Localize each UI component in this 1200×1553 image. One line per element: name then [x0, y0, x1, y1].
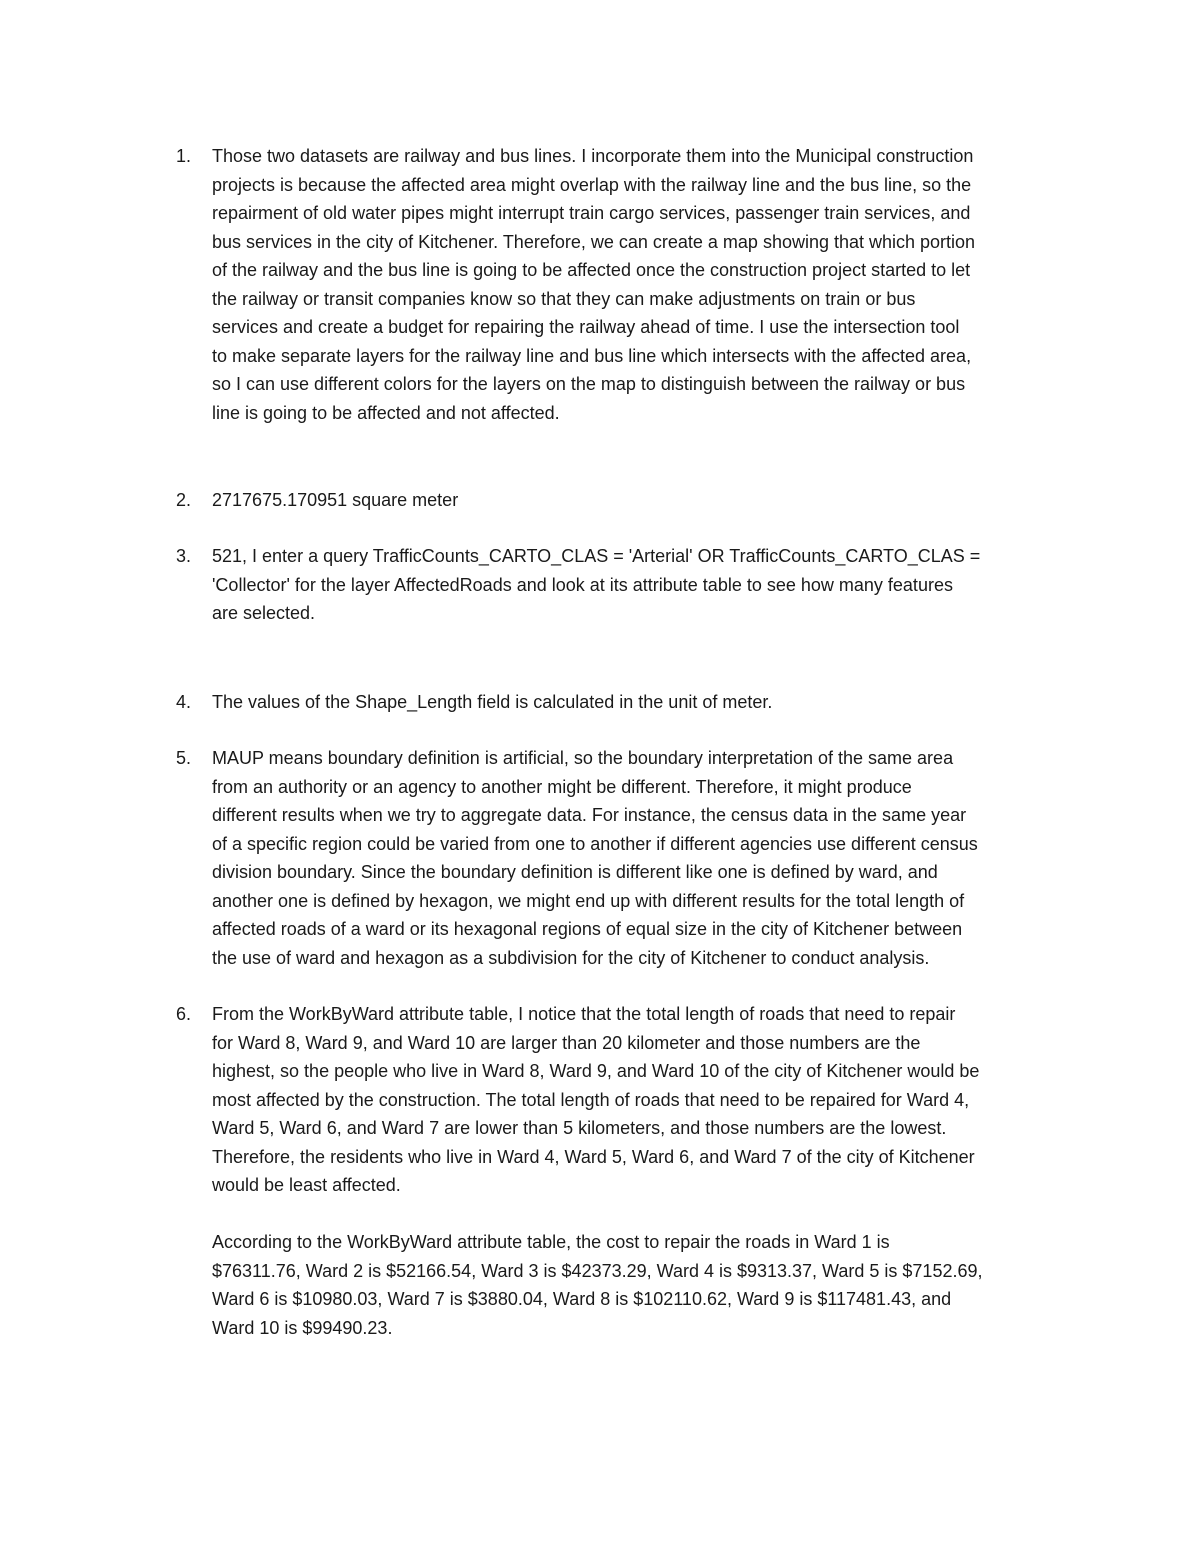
- text-line: Therefore, the residents who live in Ward 4, Ward 5, Ward 6, and Ward 7 of the city of Kitchener: [212, 1146, 975, 1167]
- text-line: Ward 10 is $99490.23.: [212, 1317, 393, 1338]
- text-line: Ward 5, Ward 6, and Ward 7 are lower than 5 kilometers, and those numbers are the lowest.: [212, 1118, 947, 1138]
- text-line: so I can use different colors for the layers on the map to distinguish between the railway or bus: [212, 374, 966, 394]
- list-number: 2.: [176, 490, 192, 510]
- text-line: the use of ward and hexagon as a subdivision for the city of Kitchener to conduct analysis.: [212, 947, 930, 968]
- text-line: different results when we try to aggregate data. For instance, the census data in the same year: [212, 805, 967, 825]
- text-line: from an authority or an agency to another might be different. Therefore, it might produce: [212, 776, 912, 797]
- list-item-text: [212, 142, 1062, 427]
- list-item-text: [212, 542, 1062, 628]
- list-item-text: [212, 688, 1062, 717]
- list-number: 3.: [176, 546, 192, 566]
- text-line: MAUP means boundary definition is artificial, so the boundary interpretation of the same area: [212, 748, 954, 768]
- text-line: Those two datasets are railway and bus lines. I incorporate them into the Municipal construction: [212, 146, 974, 166]
- text-line: would be least affected.: [212, 1175, 401, 1195]
- list-item-text: [212, 1000, 1062, 1200]
- text-line: 2717675.170951 square meter: [212, 490, 459, 510]
- text-line: the railway or transit companies know so that they can make adjustments on train or bus: [212, 288, 916, 309]
- paragraph-text: [212, 1228, 1062, 1342]
- text-line: Ward 6 is $10980.03, Ward 7 is $3880.04, Ward 8 is $102110.62, Ward 9 is $117481.43, and: [212, 1289, 952, 1309]
- list-number: 6.: [176, 1004, 192, 1024]
- text-line: of a specific region could be varied from one to another if different agencies use different census: [212, 833, 978, 854]
- text-line: 521, I enter a query TrafficCounts_CARTO_CLAS = 'Arterial' OR TrafficCounts_CARTO_CLAS =: [212, 546, 981, 566]
- list-item-text: [212, 486, 1062, 515]
- text-line: projects is because the affected area might overlap with the railway line and the bus line, so the: [212, 174, 972, 195]
- text-line: for Ward 8, Ward 9, and Ward 10 are larger than 20 kilometer and those numbers are the: [212, 1032, 921, 1053]
- text-line: services and create a budget for repairing the railway ahead of time. I use the intersection tool: [212, 317, 960, 337]
- text-line: another one is defined by hexagon, we might end up with different results for the total length of: [212, 890, 965, 911]
- text-line: of the railway and the bus line is going to be affected once the construction project started to let: [212, 260, 971, 280]
- list-number: 4.: [176, 692, 192, 712]
- text-line: most affected by the construction. The total length of roads that need to be repaired for Ward 4,: [212, 1089, 970, 1110]
- text-line: $76311.76, Ward 2 is $52166.54, Ward 3 is $42373.29, Ward 4 is $9313.37, Ward 5 is $7152.69,: [212, 1260, 983, 1281]
- list-number: 5.: [176, 748, 192, 768]
- text-line: affected roads of a ward or its hexagonal regions of equal size in the city of Kitchener between: [212, 919, 963, 939]
- text-line: The values of the Shape_Length field is calculated in the unit of meter.: [212, 692, 773, 712]
- text-line: are selected.: [212, 603, 316, 623]
- text-line: line is going to be affected and not affected.: [212, 402, 560, 423]
- text-line: From the WorkByWard attribute table, I notice that the total length of roads that need to repair: [212, 1004, 956, 1024]
- text-line: division boundary. Since the boundary definition is different like one is defined by ward, and: [212, 862, 938, 882]
- text-line: highest, so the people who live in Ward 8, Ward 9, and Ward 10 of the city of Kitchener would be: [212, 1061, 980, 1081]
- text-line: repairment of old water pipes might interrupt train cargo services, passenger train services, and: [212, 203, 971, 223]
- list-item-text: [212, 744, 1062, 972]
- text-line: According to the WorkByWard attribute table, the cost to repair the roads in Ward 1 is: [212, 1232, 890, 1252]
- text-line: bus services in the city of Kitchener. Therefore, we can create a map showing that which portion: [212, 231, 976, 252]
- text-line: 'Collector' for the layer AffectedRoads and look at its attribute table to see how many features: [212, 574, 953, 595]
- text-line: to make separate layers for the railway line and bus line which intersects with the affected area,: [212, 345, 972, 366]
- list-number: 1.: [176, 146, 192, 166]
